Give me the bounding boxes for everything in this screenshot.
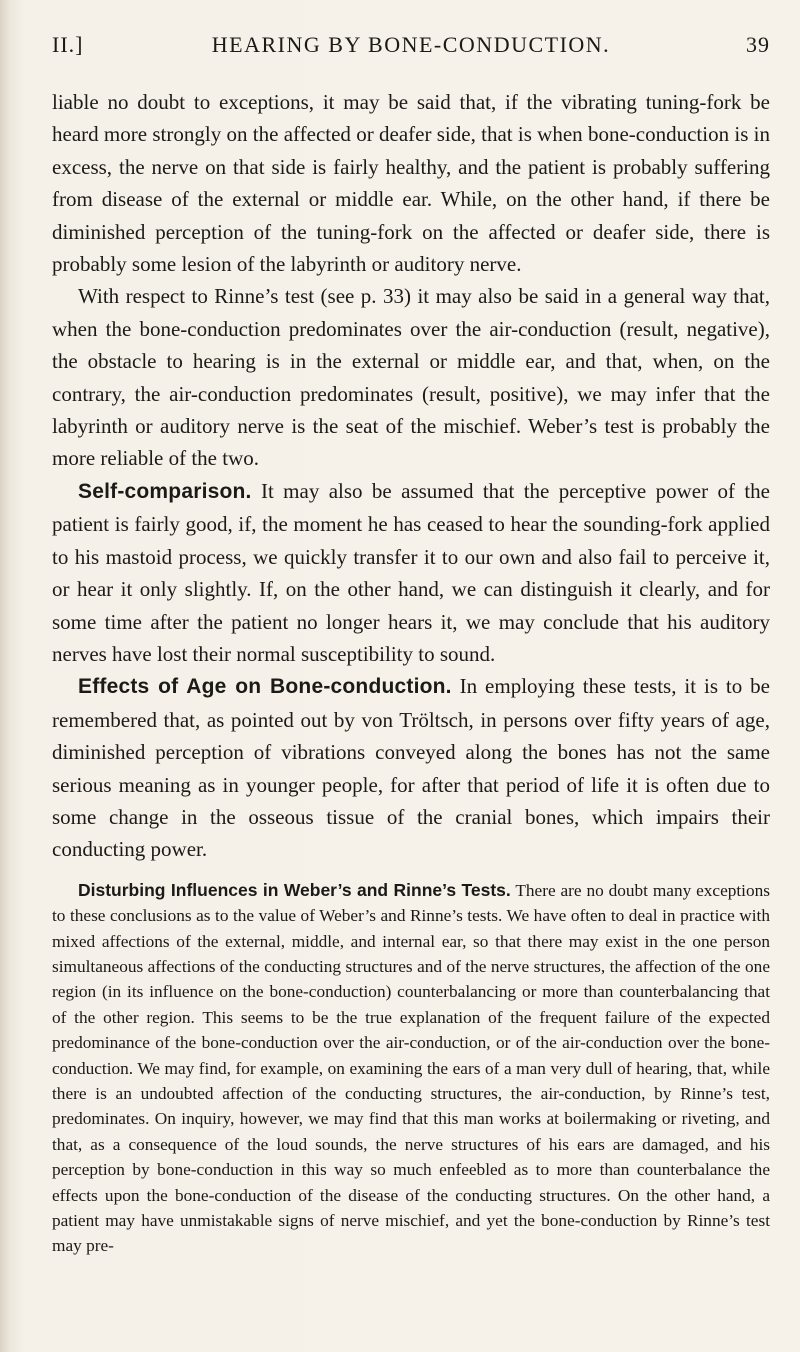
page-header: [52, 28, 770, 62]
page-number: 39: [746, 32, 770, 57]
paragraph-disturbing-influences: [52, 878, 770, 1259]
paragraph-effects-of-age: [52, 670, 770, 865]
effects-of-age-text: In employing these tests, it is to be remembered that, as pointed out by von Tröltsch, in persons over fifty years of age, diminished perception of vibrations conveyed along the bones has not the same serious meaning as in younger people, for after that period of life it is often due to some change in the osseous tissue of the cranial bones, which impairs their conducting power.: [52, 674, 770, 862]
self-comparison-heading: Self-comparison.: [78, 479, 252, 503]
disturbing-influences-text: There are no doubt many exceptions to these conclusions as to the value of Weber’s and Rinne’s tests. We have often to deal in practice with mixed affections of the external, middle, and internal ear, so that there may exist in the one person simultaneous affections of the conducting structures and of the nerve structures, the affection of the one region (in its influence on the bone-conduction) counterbalancing or more than counterbalancing that of the other region. This seems to be the true explanation of the frequent failure of the expected predominance of the bone-conduction over the air-conduction, or of the air-conduction over the bone-conduction. We may find, for example, on examining the ears of a man very dull of hearing, that, while there is an undoubted affection of the conducting structures, the air-conduction, by Rinne’s test, predominates. On inquiry, however, we may find that this man works at boilermaking or riveting, and that, as a consequence of the loud sounds, the nerve structures of his ears are damaged, and his perception by bone-conduction in this way so much enfeebled as to more than counterbalance the effects upon the bone-conduction of the disease of the conducting structures. On the other hand, a patient may have unmistakable signs of nerve mischief, and yet the bone-conduction by Rinne’s test may pre-: [52, 880, 770, 1256]
running-title: HEARING BY BONE-CONDUCTION.: [211, 32, 611, 57]
paragraph-rinne-test: With respect to Rinne’s test (see p. 33) it may also be said in a general way that, when the bone-conduction predominates over the air-conduction (result, negative), the obstacle to hearing is in the external or middle ear, and that, when, on the contrary, the air-conduction predominates (result, positive), we may infer that the labyrinth or auditory nerve is the seat of the mischief. Weber’s test is probably the more reliable of the two.: [52, 284, 770, 471]
paragraph-self-comparison: [52, 475, 770, 670]
paragraph-tuning-fork: liable no doubt to exceptions, it may be said that, if the vibrating tuning-fork be heard more strongly on the affected or deafer side, that is when bone-conduction is in excess, the nerve on that side is fairly healthy, and the patient is probably suffering from disease of the external or middle ear. While, on the other hand, if there be diminished perception of the tuning-fork on the affected or deafer side, there is probably some lesion of the labyrinth or auditory nerve.: [52, 90, 770, 277]
chapter-number: II.]: [52, 32, 84, 57]
self-comparison-text: It may also be assumed that the perceptive power of the patient is fairly good, if, the moment he has ceased to hear the sounding-fork applied to his mastoid process, we quickly transfer it to our own and also fail to perceive it, or hear it only slightly. If, on the other hand, we can distinguish it clearly, and for some time after the patient no longer hears it, we may conclude that his auditory nerves have lost their normal susceptibility to sound.: [52, 478, 770, 666]
main-text: [52, 86, 770, 1259]
effects-of-age-heading: Effects of Age on Bone-conduction.: [78, 675, 452, 699]
disturbing-influences-heading: Disturbing Influences in Weber’s and Rinne’s Tests.: [78, 879, 511, 900]
